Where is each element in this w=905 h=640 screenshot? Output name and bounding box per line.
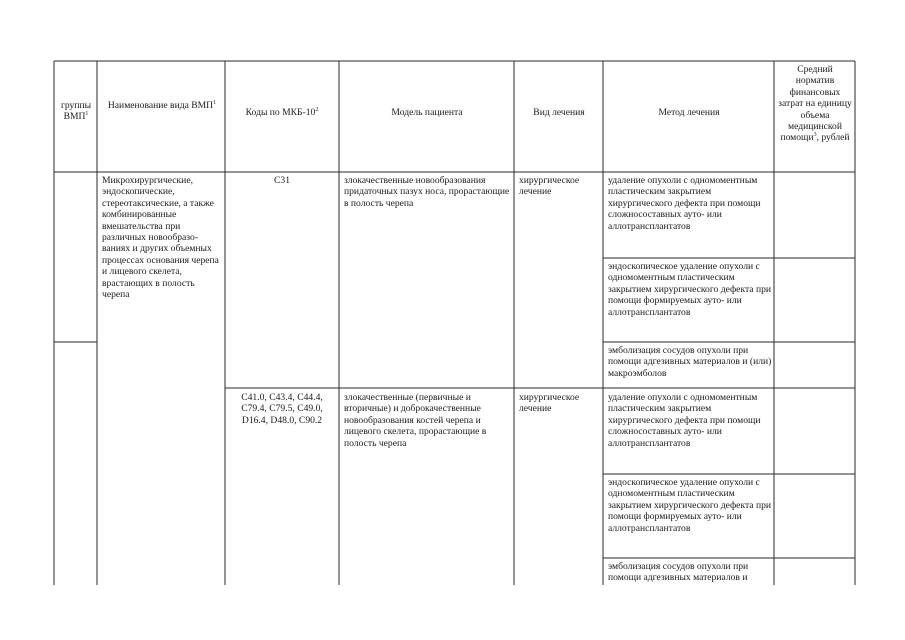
header-codes: Коды по МКБ-$10^2$	[245, 107, 319, 118]
cell-treatment-2: хирургическое лечение	[519, 392, 580, 415]
header-cost: Средний норматив финансовых затрат на единицу объема медицинской помощи$^3$, рублей	[778, 64, 852, 144]
cell-treatment-1: хирургическое лечение	[519, 175, 580, 198]
cell-method-1-2: эндоскопическое удаление опухоли с одномоментным пластическим закрытием хирургического дефекта при помощи формируемых ауто- или аллотрансплантатов	[608, 261, 772, 318]
cell-model-2: злокачественные (первичные и вторичные) и доброкачественные новообразования костей черепа и лицевого скелета, прорастающие в полость черепа	[344, 392, 487, 449]
header-method: Метод лечения	[658, 107, 720, 118]
cell-method-2-2: эндоскопическое удаление опухоли с одномоментным пластическим закрытием хирургического дефекта при помощи формируемых ауто- или аллотрансплантатов	[608, 477, 772, 534]
cell-model-1: злокачественные новообразования придаточных пазух носа, прорастающие в полость черепа	[344, 175, 510, 209]
cell-method-2-1: удаление опухоли с одномоментным пластическим закрытием хирургического дефекта при помощи сложносоставных ауто- или аллотрансплантатов	[608, 392, 761, 449]
cell-method-2-3: эмболизация сосудов опухоли при помощи адгезивных материалов и	[608, 561, 749, 584]
header-model: Модель пациента	[391, 107, 463, 118]
header-name: Наименование вида ВМП$^1$	[107, 100, 217, 111]
cell-method-1-3: эмболизация сосудов опухоли при помощи адгезивных материалов и (или) макроэмболов	[608, 345, 772, 379]
cell-vmp-name: Микрохирургические, эндоскопические, стереотаксические, а также комбинированные вмешательства при различных новообразо-ваниях и других объемных процессах основания черепа и лицевого скелета, врастающих в полость черепа	[102, 175, 219, 301]
header-treatment-type: Вид лечения	[533, 107, 585, 118]
header-group: группы ВМП$^1$	[60, 100, 92, 123]
cell-method-1-1: удаление опухоли с одномоментным пластическим закрытием хирургического дефекта при помощи сложносоставных ауто- или аллотрансплантатов	[608, 175, 761, 232]
cell-codes-2: C41.0, C43.4, C44.4, C79.4, C79.5, C49.0, D16.4, D48.0, C90.2	[241, 392, 323, 426]
cell-codes-1: C31	[274, 175, 290, 186]
